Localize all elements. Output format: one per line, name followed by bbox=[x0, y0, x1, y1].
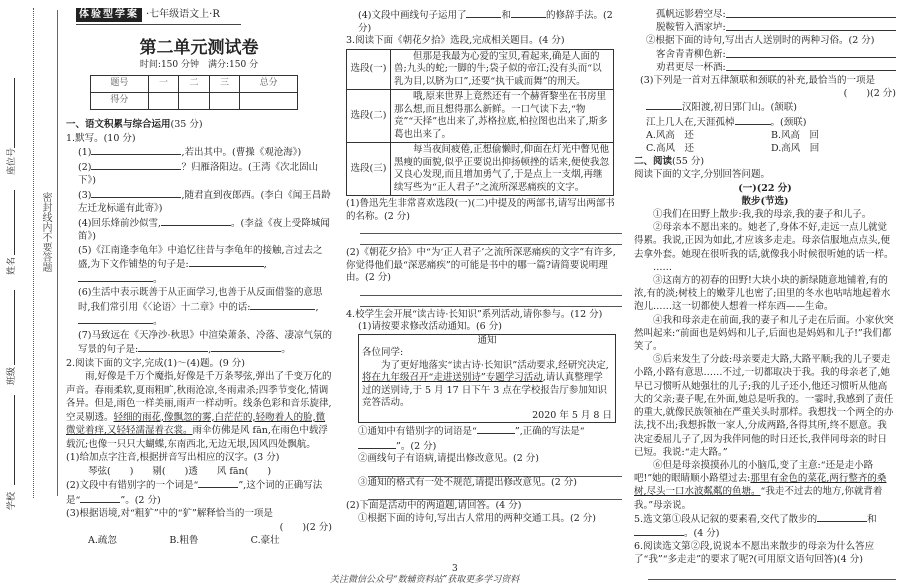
answer-blank[interactable] bbox=[726, 8, 896, 18]
answer-blank[interactable] bbox=[161, 216, 231, 226]
answer-blank[interactable] bbox=[198, 478, 238, 488]
essay-title: 散步(节选) bbox=[741, 195, 789, 207]
answer-blank[interactable] bbox=[735, 115, 771, 125]
answer-blank[interactable] bbox=[91, 145, 181, 155]
section2-points: (55 分) bbox=[672, 156, 705, 168]
answer-line[interactable] bbox=[648, 567, 896, 580]
essay-para: ④我和母亲走在前面,我的妻子和儿子走在后面。小家伙突然叫起来:“前面也是妈妈和儿子,后面也是妈妈和儿子!”我们都笑了。 bbox=[634, 314, 894, 353]
q2-sub2: (2)文段中有错别字的一个词是“ ”,这个词的正确写法是“ ”。(2 分) bbox=[66, 480, 323, 506]
underlined-sentence: 将在九年级召开“走进送别诗”专题学习活动 bbox=[362, 372, 543, 383]
excerpt-label: 选段(三) bbox=[347, 143, 391, 196]
answer-blank[interactable] bbox=[466, 8, 501, 18]
score-row-label: 得分 bbox=[91, 93, 149, 110]
answer-blank[interactable] bbox=[250, 300, 315, 310]
score-header: 三 bbox=[209, 76, 239, 93]
essay-ellipsis: …… bbox=[653, 261, 672, 273]
answer-blank[interactable] bbox=[726, 61, 896, 71]
poem-line: 劝君更尽一杯酒: bbox=[634, 61, 896, 74]
answer-paren[interactable]: ( )(2 分) bbox=[279, 521, 332, 533]
q1-item-6: (6)生活中表示既善于从正面学习,也善于从反面借鉴的意思时,我们常引用《〈论语〉十二章》中的话: ,。 bbox=[78, 287, 323, 327]
section2-title: 二、阅读 bbox=[634, 156, 673, 168]
brand-logo: 体验型学案 bbox=[76, 8, 142, 22]
score-table bbox=[90, 75, 298, 110]
answer-line[interactable] bbox=[648, 580, 896, 587]
score-cell[interactable] bbox=[148, 93, 178, 110]
page-number: 3 bbox=[452, 564, 458, 574]
answer-blank[interactable] bbox=[91, 188, 181, 198]
class-line[interactable] bbox=[14, 290, 15, 365]
notice-title: 通知 bbox=[477, 334, 497, 346]
answer-paren[interactable]: ( )(2 分) bbox=[843, 88, 896, 100]
essay-para: ②母亲本不愿出来的。她老了,身体不好,走远一点儿就觉得累。我说,正因为如此,才应该多走走。母亲信服地点点头,便去拿外套。她现在很听我的话,就像我小时候很听她的话一样。 bbox=[634, 222, 894, 260]
section1-points: (35 分) bbox=[170, 119, 203, 130]
essay-para: ⑥但是母亲摸摸孙儿的小脑瓜,变了主意:“还是走小路吧!”她的眼睛顺小路望过去:那里有金色的菜花,两行整齐的桑树,尽头一口水波粼粼的鱼塘。“我走不过去的地方,你就背着我。”母亲说。 bbox=[634, 459, 887, 511]
option-a[interactable]: A.风高 还 bbox=[646, 129, 694, 141]
answer-blank[interactable] bbox=[477, 424, 515, 434]
essay-para: ⑤后来发生了分歧:母亲要走大路,大路平顺;我的儿子要走小路,小路有意思……不过,一切都取决于我。我的母亲老了,她早已习惯听从她强壮的儿子;我的儿子还小,他还习惯听从他高大的父亲;妻子呢,在外面,她总是听我的。一霎时,我感到了责任的重大,就像民族领袖在严重关头时那样。我想找一个两全的办法,找不出;我想拆散一家人,分成两路,各得其所,终不愿意。我决定委屈儿子了,因为我伴同他的时日还长,我伴同母亲的时日已短。我说:“走大路。” bbox=[634, 354, 894, 458]
answer-blank[interactable] bbox=[211, 342, 281, 352]
score-cell[interactable] bbox=[209, 93, 239, 110]
couplet-1: 汉阳渡,初日郢门山。(颔联) bbox=[634, 100, 896, 114]
q4-n1: ①通知中有错别字的词语是“ ”,正确的写法是“”。(2 分) bbox=[358, 426, 585, 452]
excerpt-text: 每当夜间疲倦,正想偷懒时,仰面在灯光中瞥见他黑瘦的面貌,似乎正要说出抑扬顿挫的话来,便使我忽又良心发现,而且增加勇气了,于是点上一支烟,再继续写些为“正人君子”之流所深恶痛疾的文字。 bbox=[391, 143, 614, 196]
q2-sub4: (4)文段中画线句子运用了 和 的修辞手法。(2 分) bbox=[358, 10, 613, 34]
page-title: 第二单元测试卷 bbox=[139, 37, 259, 58]
score-header: 总分 bbox=[240, 76, 298, 93]
poem-line: 客舍青青柳色新: bbox=[634, 48, 896, 61]
answer-blank[interactable] bbox=[817, 512, 867, 522]
section2-heading bbox=[634, 155, 896, 168]
answer-line[interactable] bbox=[360, 223, 622, 234]
answer-line[interactable] bbox=[360, 234, 622, 245]
answer-blank[interactable] bbox=[189, 257, 264, 267]
notice-greeting: 各位同学: bbox=[362, 347, 404, 358]
name-line[interactable] bbox=[14, 190, 15, 255]
seal-notice: 密封线内不要答题 bbox=[40, 192, 51, 272]
score-header: 题号 bbox=[91, 76, 149, 93]
answer-blank[interactable] bbox=[80, 493, 120, 503]
seat-label: 座位号 bbox=[7, 147, 17, 175]
brand-header bbox=[76, 8, 241, 25]
option-c[interactable]: C.高风 还 bbox=[646, 143, 694, 155]
q2-sub1: (1)给加点字注音,根据拼音写出相应的汉字。(3 分) bbox=[66, 452, 280, 463]
answer-blank[interactable] bbox=[726, 21, 896, 31]
seat-line bbox=[14, 78, 15, 148]
q4-sub1: (1)请按要求修改活动通知。(6 分) bbox=[358, 321, 502, 332]
q4-sub3: (3)下列是一首对五律颔联和颈联的补充,最恰当的一项是 bbox=[640, 75, 875, 87]
binding-solid-line bbox=[57, 10, 58, 496]
middle-column bbox=[346, 8, 622, 525]
q4-n2: ②画线句子有语病,请提出修改意见。(2 分) bbox=[358, 453, 539, 464]
underlined-sentence: 那里有金色的菜花,两行整齐的桑树,尽头一口水波粼粼的鱼塘。 bbox=[634, 473, 887, 498]
exam-meta: 时间:150 分钟 满分:150 分 bbox=[139, 59, 259, 70]
answer-blank[interactable] bbox=[78, 314, 153, 324]
answer-blank[interactable] bbox=[78, 272, 153, 282]
q2-passage: 雨,好像是千万个魔指,好像是千万条琴弦,弹出了千变万化的声音。春雨柔软,夏雨粗旷,秋雨沧凉,冬雨肃杀;四季节变化,情调各异。但是,雨色一样美丽,雨声一样动听。线条色彩和音乐旋律,空灵剔透。轻细的雨花,像飘忽的雾,白茫茫的,轻吻着人的脸,微微觉着痒,又轻轻濡湿着衣裳。雨伞仿佛是风 fān,在雨色中载浮载沉;也像一只只大蝴蝶,东南西北,无边无垠,因风四处飘航。 bbox=[66, 371, 332, 450]
q4-sub2: (2)下面是活动中的两道题,请回答。(4 分) bbox=[346, 500, 522, 511]
option-b[interactable]: B.粗鲁 bbox=[169, 535, 199, 546]
essay-para: ①我们在田野上散步:我,我的母亲,我的妻子和儿子。 bbox=[653, 209, 872, 221]
q4-options-row2 bbox=[634, 142, 896, 155]
class-label: 班级 bbox=[7, 366, 17, 385]
option-b[interactable]: B.风高 回 bbox=[771, 129, 820, 141]
q1-item-5: (5)《江南逢李龟年》中追忆往昔与李龟年的接触,言过去之盛,为下文作铺垫的句子是: ,。 bbox=[78, 244, 323, 285]
left-column bbox=[66, 8, 332, 548]
binding-dotted-line bbox=[33, 8, 34, 498]
answer-blank[interactable] bbox=[646, 100, 682, 110]
notice-box bbox=[358, 334, 616, 424]
q1-item-3: (3) ,随君直到夜郎西。(李白《闻王昌龄左迁龙标遥有此寄》) bbox=[78, 189, 331, 214]
q2-sub1-items: 琴弦( ) 剔( )透 风 fān( ) bbox=[88, 465, 272, 477]
school-label: 学校 bbox=[7, 491, 17, 510]
answer-blank[interactable] bbox=[91, 160, 181, 170]
score-header: 一 bbox=[148, 76, 178, 93]
option-d[interactable]: D.高风 回 bbox=[771, 143, 820, 155]
answer-line[interactable] bbox=[368, 466, 622, 477]
q1-item-4: (4)回乐烽前沙似雪, 。(李益《夜上受降城闻笛》) bbox=[78, 217, 330, 242]
answer-blank[interactable] bbox=[634, 526, 684, 536]
answer-blank[interactable] bbox=[138, 342, 208, 352]
answer-blank[interactable] bbox=[726, 48, 896, 58]
essay-para: ③这南方的初春的田野!大块小块的新绿随意地铺着,有的浓,有的淡;树枝上的嫩芽儿也密了;田里的冬水也咕咕地起着水泡儿……这一切都使人想着一样东西——生命。 bbox=[634, 275, 891, 313]
q3-title: 3.阅读下面《朝花夕拾》选段,完成相关题目。(4 分) bbox=[346, 35, 565, 46]
poem-line: 孤帆远影碧空尽: bbox=[634, 8, 896, 21]
option-a[interactable]: A.疏忽 bbox=[88, 535, 117, 546]
score-header: 二 bbox=[179, 76, 209, 93]
answer-line[interactable] bbox=[360, 285, 622, 296]
excerpt-label: 选段(二) bbox=[347, 90, 391, 143]
q5: 5.选文第①段从记叙的要素看,交代了散步的 和。(4 分) bbox=[634, 513, 877, 539]
q1-item-1: (1) ,若出其中。(曹操《观沧海》) bbox=[78, 147, 302, 158]
q4-options-row1 bbox=[634, 129, 896, 142]
poem-line: 脱鞍暂入酒家垆: bbox=[634, 21, 896, 34]
q4-sub2-2: ②根据下面的诗句,写出古人送别时的两种习俗。(2 分) bbox=[646, 35, 875, 47]
q1-item-7: (7)马致远在《天净沙·秋思》中渲染萧条、冷落、凄凉气氛的写景的句子是: , 。 bbox=[78, 329, 332, 355]
excerpt-text: 哦,原来世界上竟然还有一个赫胥黎坐在书房里那么想,而且想得那么新鲜。一口气读下去,“物竞”“天择”也出来了,苏格拉底,柏拉图也出来了,斯多葛也出来了。 bbox=[391, 90, 614, 143]
q1-item-2: (2) ？归雁洛阳边。(王湾《次北固山下》) bbox=[78, 161, 319, 186]
q1-title: 1.默写。(10 分) bbox=[66, 132, 136, 144]
q3-sub2: (2)《朝花夕拾》中“为‘正人君子’之流所深恶痛疾的文字”有许多,你觉得他们最“深恶痛疾”的可能是书中的哪一篇?请简要说明理由。(2 分) bbox=[346, 247, 616, 283]
q2-options bbox=[66, 534, 332, 548]
right-column bbox=[634, 8, 896, 587]
notice-body: 为了更好地落实“读古诗·长知识”活动要求,经研究决定,将在九年级召开“走进送别诗”专题学习活动,请认真整理学过的送别诗,于 5 月 17 日下午 3 点在学校报告厅参加知识竞答活动。 bbox=[362, 359, 609, 408]
couplet-2: 江上几人在,天涯孤棹 。(颈联) bbox=[646, 116, 807, 128]
excerpt-label: 选段(一) bbox=[347, 49, 391, 90]
notice-date: 2020 年 5 月 8 日 bbox=[532, 409, 612, 421]
section1-title: 一、语文积累与综合运用 bbox=[66, 119, 171, 130]
excerpt-text: 但那是我最为心爱的宝贝,看起来,确是人面的兽;九头的蛇;一脚的牛;袋子似的帝江;没有头而“以乳为目,以脐为口”,还要“执干戚而舞”的刑天。 bbox=[391, 49, 614, 90]
q4-title: 4.校学生会开展“读古诗·长知识”系列活动,请你参与。(12 分) bbox=[346, 308, 603, 320]
answer-line[interactable] bbox=[360, 296, 622, 307]
footer-note: 关注微信公众号“数辅资料站”获取更多学习资料 bbox=[330, 575, 520, 585]
section1-heading bbox=[66, 118, 332, 132]
underlined-sentence: 轻细的雨花,像飘忽的雾,白茫茫的,轻吻着人的脸,微微觉着痒,又轻轻濡湿着衣裳。 bbox=[66, 411, 326, 436]
q2-sub3: (3)根据语境,对“粗犷”中的“犷”解释恰当的一项是 bbox=[66, 508, 273, 519]
q6: 6.阅读选文第②段,说说本不愿出来散步的母亲为什么答应了“我”“多走走”的要求了呢?(可用原文语句回答)(4 分) bbox=[634, 541, 875, 566]
answer-blank[interactable] bbox=[358, 439, 396, 449]
reading-intro: 阅读下面的文字,分别回答问题。 bbox=[634, 169, 771, 181]
reading-part: (一)(22 分) bbox=[738, 182, 792, 194]
brand-subtitle: ·七年级语文上·R bbox=[146, 9, 220, 20]
answer-blank[interactable] bbox=[511, 8, 546, 18]
school-line[interactable] bbox=[14, 395, 15, 485]
q4-sub2-1: ①根据下面的诗句,写出古人常用的两种交通工具。(2 分) bbox=[358, 512, 596, 524]
excerpt-table bbox=[346, 49, 614, 197]
score-cell[interactable] bbox=[179, 93, 209, 110]
q4-n3: ③通知的格式有一处不规范,请提出修改意见。(2 分) bbox=[358, 476, 577, 488]
option-c[interactable]: C.豪壮 bbox=[250, 535, 280, 546]
answer-line[interactable] bbox=[368, 489, 622, 500]
name-label: 姓名 bbox=[7, 256, 17, 275]
score-cell[interactable] bbox=[240, 93, 298, 110]
q2-title: 2.阅读下面的文字,完成(1)～(4)题。(9 分) bbox=[66, 357, 245, 369]
q3-sub1: (1)鲁迅先生非常喜欢选段(一)(二)中提及的两部书,请写出两部书的名称。(2 分) bbox=[346, 198, 615, 222]
